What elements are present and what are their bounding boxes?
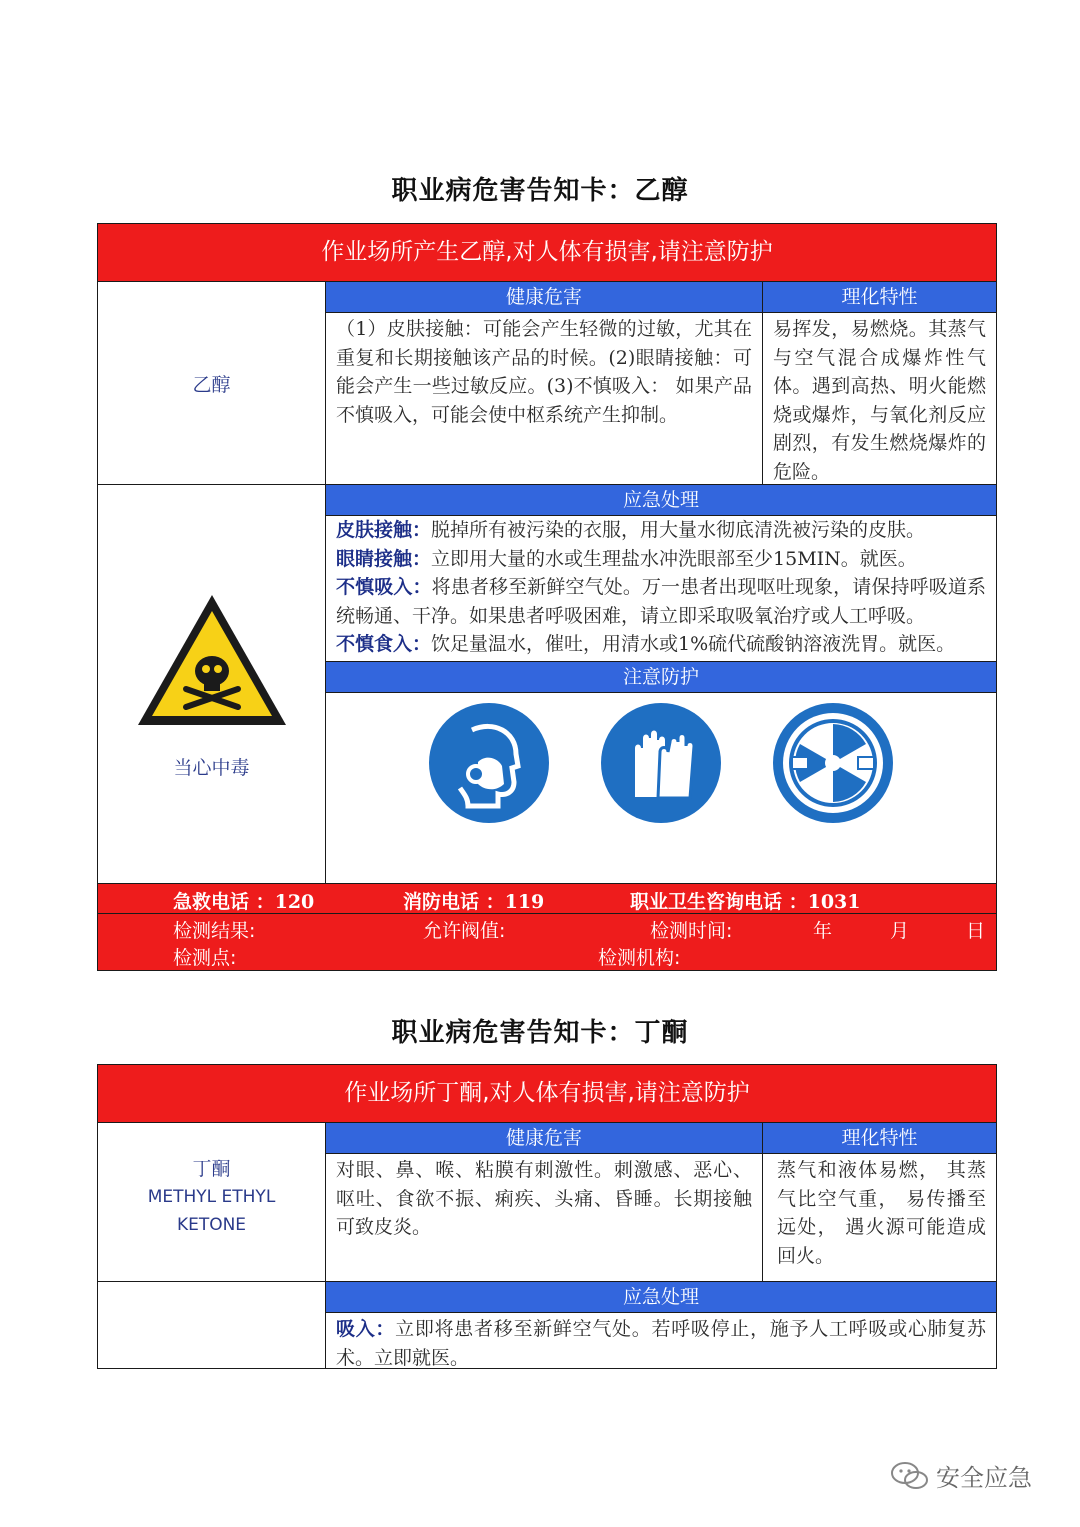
emergency-label: 不慎吸入： (336, 576, 432, 598)
card1-health-text: （1）皮肤接触：可能会产生轻微的过敏，尤其在重复和长期接触该产品的时候。(2)眼睛接触：可能会产生一些过敏反应。(3)不慎吸入： 如果产品不慎吸入，可能会使中枢系统产生抑制。 (336, 318, 752, 426)
card2-substance-en-2: KETONE (176, 1215, 247, 1235)
card1-emergency-head: 应急处理 (326, 485, 996, 516)
emergency-item (336, 545, 986, 574)
card2-substance-name: 丁酮 (192, 1158, 231, 1180)
card2-row-emergency (98, 1282, 996, 1368)
card1-emergency-area (326, 485, 996, 883)
emergency-item (336, 630, 986, 659)
card2-props-head: 理化特性 (763, 1123, 996, 1154)
occupational-phone: 职业卫生咨询电话 ：1031 (630, 891, 861, 913)
card1-health-head: 健康危害 (326, 282, 762, 313)
emergency-label: 眼睛接触： (336, 547, 432, 570)
card1-protect-head: 注意防护 (326, 661, 996, 693)
card2-emergency-text-block (326, 1313, 996, 1374)
emergency-text: 脱掉所有被污染的衣服，用大量水彻底清洗被污染的皮肤。 (431, 519, 926, 541)
card2-empty-cell (98, 1282, 326, 1368)
card1-substance-cell (98, 282, 326, 484)
emergency-item (336, 573, 986, 630)
detection-point-label: 检测点: (173, 947, 237, 969)
emergency-text: 将患者移至新鲜空气处。万一患者出现呕吐现象，请保持呼吸道系统畅通、干净。如果患者呼吸困难，请立即采取吸氧治疗或人工呼吸。 (336, 576, 986, 627)
detection-time-label: 检测时间: (650, 920, 733, 942)
wechat-icon (890, 1460, 930, 1492)
card1-title: 职业病危害告知卡：乙醇 (391, 176, 689, 206)
watermark (890, 1458, 1032, 1493)
card1-health-cell (326, 282, 763, 484)
card1-row-emergency (98, 485, 996, 884)
card2-emergency-text: 立即将患者移至新鲜空气处。若呼吸停止，施予人工呼吸或心肺复苏术。立即就医。 (336, 1318, 986, 1369)
card2-emergency-label: 吸入： (336, 1318, 396, 1340)
card2 (97, 1064, 997, 1369)
card2-props-text: 蒸气和液体易燃， 其蒸气比空气重， 易传播至远处， 遇火源可能造成回火。 (777, 1159, 986, 1267)
emergency-label: 不慎食入： (336, 633, 432, 655)
card1-props-cell (763, 282, 996, 484)
year-label: 年 (813, 920, 833, 942)
card1-props-text: 易挥发，易燃烧。其蒸气与空气混合成爆炸性气体。遇到高热、明火能燃烧或爆炸，与氧化剂反应剧烈，有发生燃烧爆炸的危险。 (773, 318, 986, 483)
card1-banner: 作业场所产生乙醇,对人体有损害,请注意防护 (98, 224, 996, 282)
ventilation-fan-icon (772, 702, 894, 824)
card1-phone-strip (98, 884, 996, 914)
card2-substance-en-1: METHYL ETHYL (147, 1187, 276, 1207)
card2-emergency-area (326, 1282, 996, 1368)
card1-warning-cell (98, 485, 326, 883)
detection-result-label: 检测结果: (173, 920, 256, 942)
card2-health-head: 健康危害 (326, 1123, 762, 1154)
card1 (97, 223, 997, 971)
emergency-item (336, 516, 986, 545)
card2-row-hazards (98, 1123, 996, 1282)
month-label: 月 (890, 920, 910, 942)
card2-banner: 作业场所丁酮,对人体有损害,请注意防护 (98, 1065, 996, 1123)
card1-emergency-list (326, 516, 996, 659)
card2-substance-cell (98, 1123, 326, 1281)
card1-props-head: 理化特性 (763, 282, 996, 313)
card1-detection-strip (98, 914, 996, 970)
toxic-warning-icon (134, 589, 290, 731)
card2-title: 职业病危害告知卡：丁酮 (391, 1018, 689, 1048)
emergency-text: 饮足量温水，催吐，用清水或1%硫代硫酸钠溶液洗胃。就医。 (431, 633, 956, 655)
card1-protect-icons (326, 693, 996, 833)
emergency-label: 皮肤接触： (336, 519, 432, 541)
detection-agency-label: 检测机构: (598, 947, 681, 969)
card2-emergency-head: 应急处理 (326, 1282, 996, 1313)
emergency-text: 立即用大量的水或生理盐水冲洗眼部至少15MIN。就医。 (431, 547, 917, 570)
fire-phone: 消防电话 ：119 (403, 891, 545, 913)
card2-health-text: 对眼、鼻、喉、粘膜有刺激性。刺激感、恶心、呕吐、食欲不振、痢疾、头痛、昏睡。长期接触可致皮炎。 (336, 1159, 752, 1238)
watermark-text: 安全应急 (936, 1464, 1032, 1492)
card2-props-cell (763, 1123, 996, 1281)
card1-row-hazards (98, 282, 996, 485)
card1-warning-label: 当心中毒 (173, 756, 250, 779)
day-label: 日 (966, 920, 986, 942)
protective-gloves-icon (600, 702, 722, 824)
threshold-label: 允许阀值: (423, 920, 506, 942)
card2-health-cell (326, 1123, 763, 1281)
first-aid-phone: 急救电话 ：120 (173, 891, 315, 913)
respirator-mask-icon (428, 702, 550, 824)
card1-substance-name: 乙醇 (192, 373, 231, 396)
